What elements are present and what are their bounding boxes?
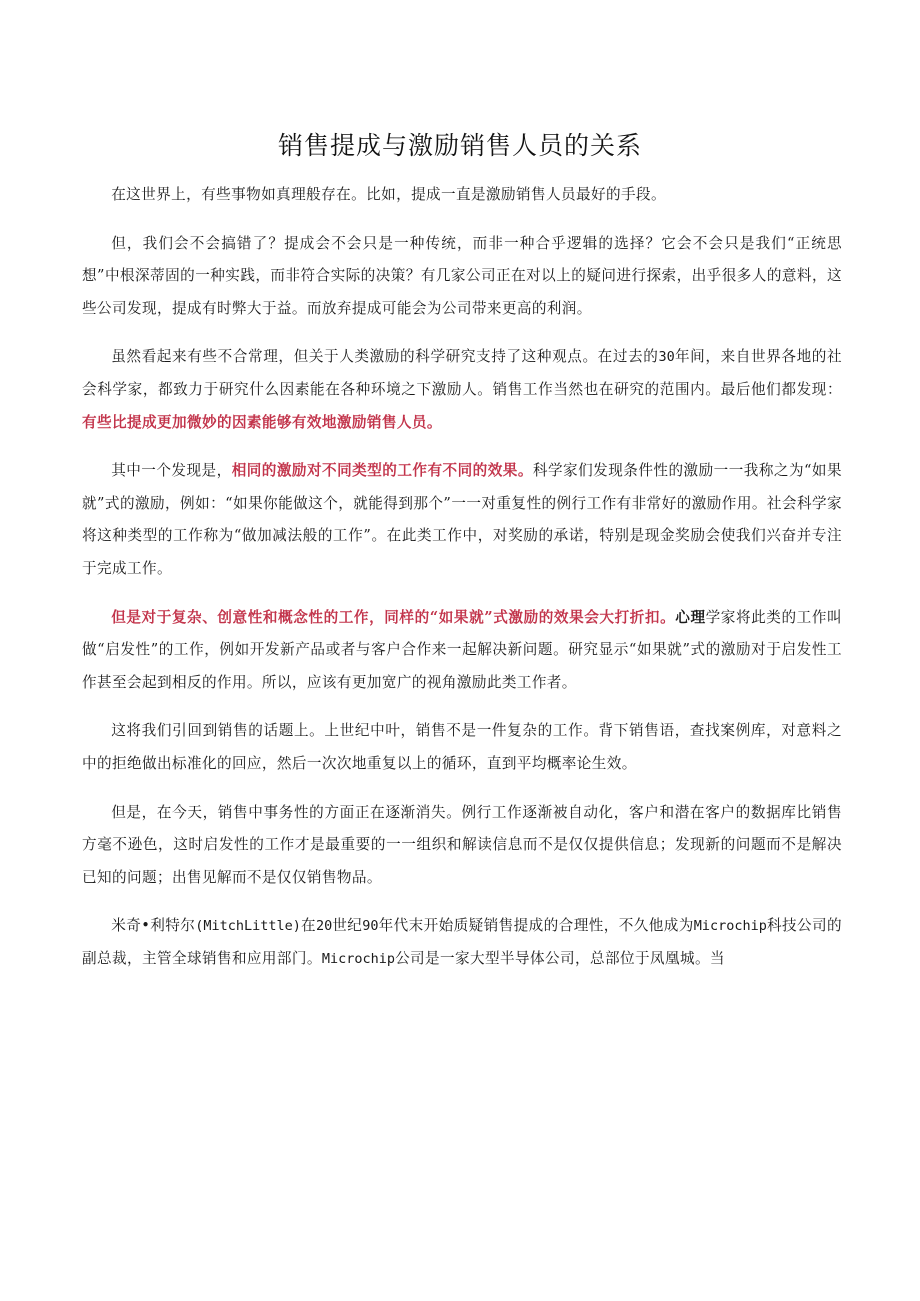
paragraph-2 [82,228,842,326]
paragraph-8-english-name: (MitchLittle) [195,918,301,935]
paragraph-3-text-b: 年间，来自世界各地的社会科学家，都致力于研究什么因素能在各种环境之下激励人。销售工作当然也在研究的范围内。最后他们都发现： [82,348,842,398]
paragraph-4-text-a: 其中一个发现是， [111,462,232,480]
paragraph-2-text: 但，我们会不会搞错了？提成会不会只是一种传统，而非一种合乎逻辑的选择？它会不会只是我们“正统思想”中根深蒂固的一种实践，而非符合实际的决策？有几家公司正在对以上的疑问进行探索，出乎很多人的意料，这些公司发现，提成有时弊大于益。而放弃提成可能会为公司带来更高的利润。 [82,234,842,317]
paragraph-1 [82,179,842,212]
paragraph-8-company-1: Microchip [693,918,767,935]
paragraph-8-text-b: 在 [300,917,316,935]
paragraph-4-text-b: 科学家们发现条件性的激励一一我称之为“如果就”式的激励，例如：“如果你能做这个，就能得到那个”一一对重复性的例行工作有非常好的激励作用。社会科学家将这种类型的工作称为“做加减法般的工作”。在此类工作中，对奖励的承诺，特别是现金奖励会使我们兴奋并专注于完成工作。 [82,462,842,577]
paragraph-3-highlight: 有些比提成更加微妙的因素能够有效地激励销售人员。 [82,413,442,431]
paragraph-6 [82,715,842,780]
document-title: 销售提成与激励销售人员的关系 [277,131,642,160]
paragraph-8-number-2: 90 [362,918,379,935]
paragraph-8-text-a: 米奇•利特尔 [111,917,196,935]
paragraph-5-text-b: 学家将此类的工作叫做“启发性”的工作，例如开发新产品或者与客户合作来一起解决新问题。研究显示“如果就”式的激励对于启发性工作甚至会起到相反的作用。所以，应该有更加宽广的视角激励此类工作者。 [82,608,842,691]
paragraph-8-text-d: 年代末开始质疑销售提成的合理性，不久他成为 [378,917,694,935]
paragraph-1-text: 在这世界上，有些事物如真理般存在。比如，提成一直是激励销售人员最好的手段。 [111,186,666,203]
paragraph-3-text-a: 虽然看起来有些不合常理，但关于人类激励的科学研究支持了这种观点。在过去的 [111,348,659,366]
paragraph-5-bold: 心理 [675,608,706,626]
paragraph-8-number-1: 20 [315,918,333,935]
paragraph-5-highlight: 但是对于复杂、创意性和概念性的工作，同样的“如果就”式激励的效果会大打折扣。 [111,608,676,626]
paragraph-4-highlight: 相同的激励对不同类型的工作有不同的效果。 [231,462,533,480]
paragraph-3 [82,341,842,439]
paragraph-7-text: 但是，在今天，销售中事务性的方面正在逐渐消失。例行工作逐渐被自动化，客户和潜在客户的数据库比销售方毫不逊色，这时启发性的工作才是最重要的一一组织和解读信息而不是仅仅提供信息；发现新的问题而不是解决已知的问题；出售见解而不是仅仅销售物品。 [82,803,842,886]
paragraph-8-text-e: 科技公司的副总裁，主管全球销售和应用部门。 [82,917,842,967]
paragraph-5 [82,602,842,700]
paragraph-7 [82,797,842,895]
document-body [82,179,842,975]
paragraph-4 [82,455,842,585]
paragraph-3-number: 30 [658,349,675,366]
paragraph-8-company-2: Microchip [321,950,396,967]
paragraph-8-text-c: 世纪 [332,917,363,935]
paragraph-8 [82,910,842,975]
paragraph-8-text-f: 公司是一家大型半导体公司，总部位于凤凰城。当 [395,949,725,967]
paragraph-6-text: 这将我们引回到销售的话题上。上世纪中叶，销售不是一件复杂的工作。背下销售语，查找案例库，对意料之中的拒绝做出标准化的回应，然后一次次地重复以上的循环，直到平均概率论生效。 [82,722,842,772]
